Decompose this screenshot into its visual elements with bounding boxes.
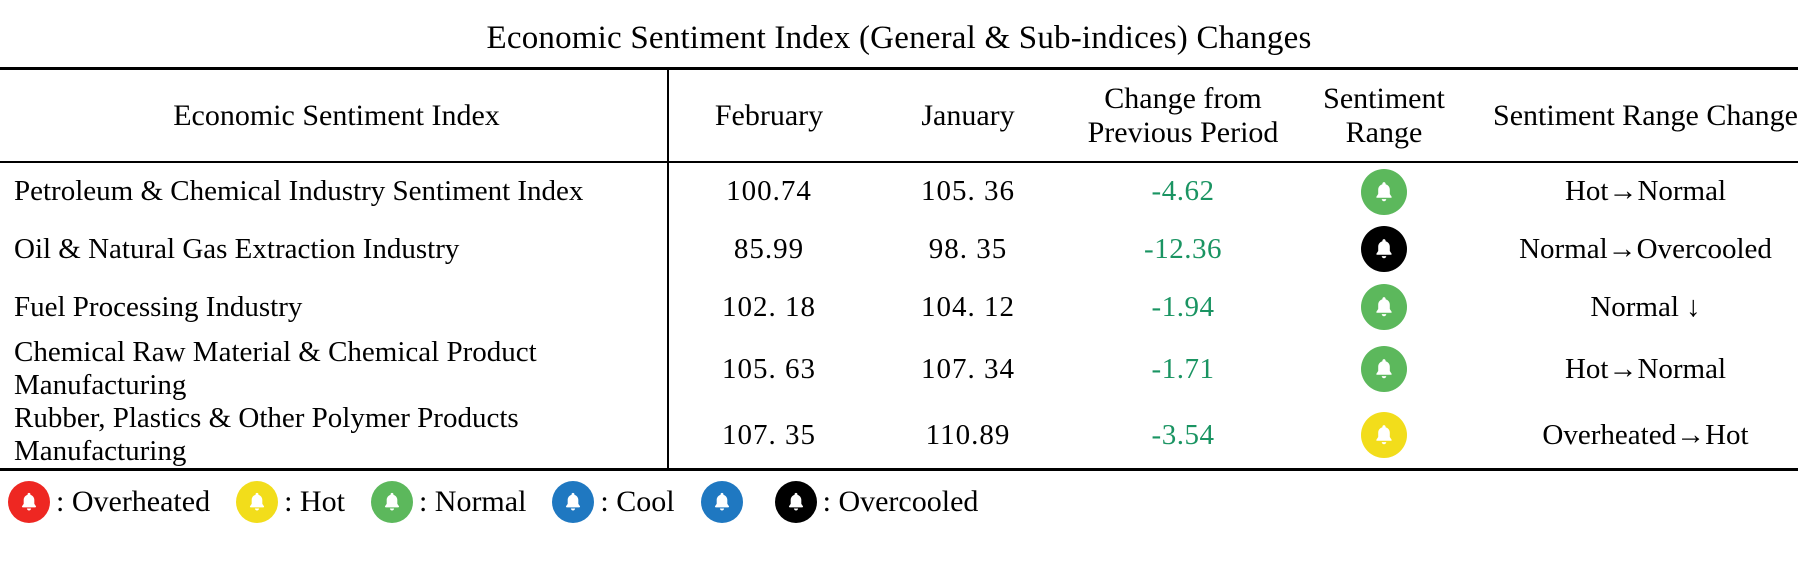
row-label: Petroleum & Chemical Industry Sentiment Index	[0, 162, 668, 220]
cell-range-change: Overheated→Hot	[1542, 419, 1749, 452]
cell-january: 98. 35	[928, 232, 1008, 265]
bell-red-icon	[8, 481, 50, 523]
cell-january: 104. 12	[921, 290, 1015, 323]
legend-label-hot: : Hot	[284, 485, 345, 519]
legend-label-overheated: : Overheated	[56, 485, 211, 519]
sentiment-index-table	[0, 67, 1798, 471]
column-header-index-name: Economic Sentiment Index	[0, 69, 668, 163]
cell-sentiment-range	[1299, 278, 1469, 336]
table-header	[0, 69, 1798, 163]
row-label: Oil & Natural Gas Extraction Industry	[0, 220, 668, 278]
legend-item-hot	[236, 481, 345, 523]
cell-january: 107. 34	[921, 353, 1015, 385]
bell-yellow-icon	[236, 481, 278, 523]
bell-yellow-icon	[1361, 412, 1407, 458]
bell-green-icon	[1361, 346, 1407, 392]
legend-item-overcooled	[775, 481, 979, 523]
bell-blue-icon	[552, 481, 594, 523]
column-header-february: February	[714, 98, 824, 132]
cell-change: -4.62	[1151, 175, 1215, 208]
cell-february: 105. 63	[722, 353, 816, 385]
column-header-sentiment-range-change: Sentiment Range Change	[1493, 98, 1798, 132]
legend-item-blue-extra	[701, 481, 749, 523]
table-header-row	[0, 69, 1798, 163]
legend-item-overheated	[8, 481, 210, 523]
table-row	[0, 162, 1798, 220]
cell-february: 85.99	[733, 232, 805, 265]
cell-february: 107. 35	[722, 419, 816, 452]
cell-february: 102. 18	[722, 290, 816, 323]
legend-item-normal	[371, 481, 526, 523]
cell-range-change: Normal→Overcooled	[1519, 232, 1772, 265]
row-label: Fuel Processing Industry	[0, 278, 668, 336]
cell-sentiment-range	[1299, 402, 1469, 470]
column-header-sentiment-range: Sentiment Range	[1323, 82, 1445, 149]
bell-black-icon	[1361, 226, 1407, 272]
bell-green-icon	[1361, 284, 1407, 330]
cell-change: -1.94	[1151, 290, 1215, 323]
page-title: Economic Sentiment Index (General & Sub-indices) Changes	[486, 20, 1312, 56]
cell-sentiment-range	[1299, 162, 1469, 220]
legend-label-overcooled: : Overcooled	[822, 485, 979, 519]
cell-january: 110.89	[925, 419, 1011, 452]
legend-label-cool: : Cool	[600, 485, 675, 519]
cell-january: 105. 36	[921, 175, 1015, 208]
cell-range-change: Normal ↓	[1590, 290, 1701, 323]
cell-change: -12.36	[1144, 232, 1222, 265]
cell-sentiment-range	[1299, 336, 1469, 402]
bell-black-icon	[775, 481, 817, 523]
cell-february: 100.74	[726, 175, 812, 208]
bell-blue-icon	[701, 481, 743, 523]
table-row	[0, 402, 1798, 470]
row-label: Chemical Raw Material & Chemical Product Manufacturing	[0, 336, 668, 402]
bell-green-icon	[371, 481, 413, 523]
cell-range-change: Hot→Normal	[1564, 175, 1727, 208]
row-label: Rubber, Plastics & Other Polymer Products Manufacturing	[0, 402, 668, 470]
cell-change: -3.54	[1151, 419, 1215, 452]
legend-label-normal: : Normal	[418, 485, 527, 519]
table-body	[0, 162, 1798, 470]
cell-range-change: Hot→Normal	[1564, 353, 1727, 385]
column-header-change: Change from Previous Period	[1087, 82, 1279, 149]
cell-change: -1.71	[1151, 353, 1215, 385]
cell-sentiment-range	[1299, 220, 1469, 278]
legend-item-cool	[552, 481, 674, 523]
bell-green-icon	[1361, 169, 1407, 215]
column-header-january: January	[921, 98, 1015, 132]
legend	[0, 471, 1798, 523]
table-row	[0, 336, 1798, 402]
table-row	[0, 220, 1798, 278]
table-row	[0, 278, 1798, 336]
